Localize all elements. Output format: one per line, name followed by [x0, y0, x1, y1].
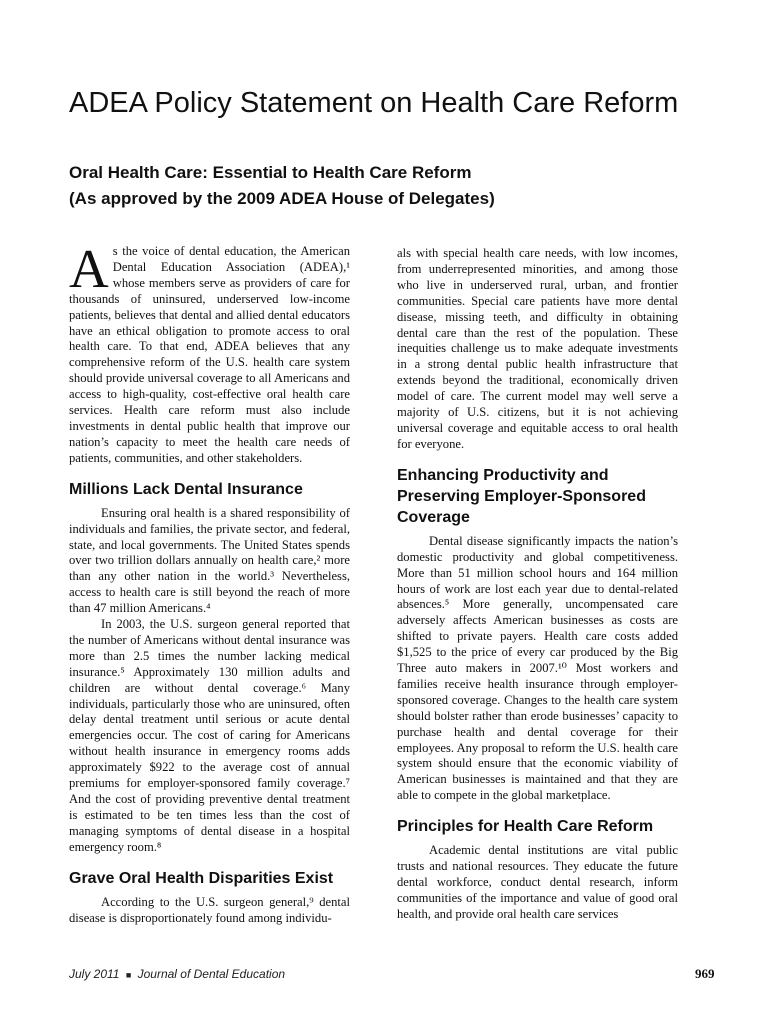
- drop-cap: A: [69, 238, 109, 299]
- separator-square: ■: [125, 970, 132, 980]
- section-heading-productivity: Enhancing Productivity and Preserving Employer-Sponsored Coverage: [397, 466, 646, 526]
- intro-paragraph: [69, 238, 350, 467]
- body-paragraph: Ensuring oral health is a shared responsibility of individuals and families, the private sector, and federal, state, and local governments. The United States spends over two trillion dollars annually on health care,² more than any other nation in the world.³ Nevertheless, access to health care is still beyond the reach of more than 47 million Americans.⁴: [69, 505, 350, 616]
- body-paragraph: Dental disease significantly impacts the nation’s domestic productivity and global competitiveness. More than 51 million school hours and 164 million hours of work are lost each year due to dental-related absences.⁵ More generally, uncompensated care adversely affects American businesses as costs are shifted to private payers. Health care costs added $1,525 to the price of every car produced by the Big Three auto makers in 2007.¹⁰ Most workers and families receive health insurance through employer-sponsored coverage. Changes to the health care system should bolster rather than erode businesses’ capacity to purchase health and dental coverage for their employees. Any proposal to reform the U.S. health care system should ensure that the economic viability of American businesses is maintained and that they are able to compete in the global marketplace.: [397, 533, 678, 803]
- body-paragraph: Academic dental institutions are vital public trusts and national resources. They educate the future dental workforce, conduct dental research, inform communities of the importance and value of good oral health, and provide oral health care services: [397, 843, 678, 921]
- article-title: ADEA Policy Statement on Health Care Reform: [69, 87, 679, 119]
- section-heading-disparities: Grave Oral Health Disparities Exist: [69, 869, 334, 887]
- page-footer: [69, 967, 285, 981]
- issue-date: July 2011: [69, 967, 120, 981]
- journal-name: Journal of Dental Education: [137, 967, 286, 981]
- body-paragraph: als with special health care needs, with low incomes, from underrepresented minorities, and among those who live in underserved rural, urban, and frontier communities. Special care patients have more dental disease, missing teeth, and difficulty in obtaining dental care than the rest of the population. These inequities challenge us to make adequate investments in a strong dental public health infrastructure that extends beyond the traditional, economically driven model of care. The current model may well serve a majority of U.S. citizens, but it is not achieving universal coverage and equitable access to oral health for everyone.: [397, 246, 678, 451]
- section-heading-dental-insurance: Millions Lack Dental Insurance: [69, 480, 303, 498]
- article-subtitle: Oral Health Care: Essential to Health Care Reform: [69, 163, 472, 182]
- body-paragraph: In 2003, the U.S. surgeon general reported that the number of Americans without dental insurance was more than 2.5 times the number lacking medical insurance.⁵ Approximately 130 million adults and children are without dental coverage.⁶ Many individuals, particularly those who are uninsured, often delay dental treatment until serious or acute dental emergencies occur. The cost of caring for Americans without health insurance in emergency rooms adds approximately $922 to the average cost of annual premiums for employer-sponsored family coverage.⁷ And the cost of providing preventive dental treatment is estimated to be ten times less than the cost of managing symptoms of dental disease in a hospital emergency room.⁸: [69, 617, 350, 854]
- left-column: [69, 238, 350, 926]
- approval-note: (As approved by the 2009 ADEA House of Delegates): [69, 189, 495, 208]
- intro-text: s the voice of dental education, the American Dental Education Association (ADEA),¹ whose members serve as providers of care for thousands of uninsured, underserved low-income patients, believes that dental and allied dental educators have an ethical obligation to promote access to oral health care. To that end, ADEA believes that any comprehensive reform of the U.S. health care system should provide universal coverage to all Americans and access to high-quality, cost-effective oral health care services. Health care reform must also include investments in dental public health that improve our nation’s capacity to meet the health care needs of patients, communities, and other stakeholders.: [69, 244, 350, 465]
- body-paragraph: According to the U.S. surgeon general,⁹ dental disease is disproportionately found among individu-: [69, 894, 350, 925]
- section-heading-principles: Principles for Health Care Reform: [397, 818, 654, 836]
- page-number: 969: [695, 966, 715, 981]
- right-column: [397, 246, 678, 923]
